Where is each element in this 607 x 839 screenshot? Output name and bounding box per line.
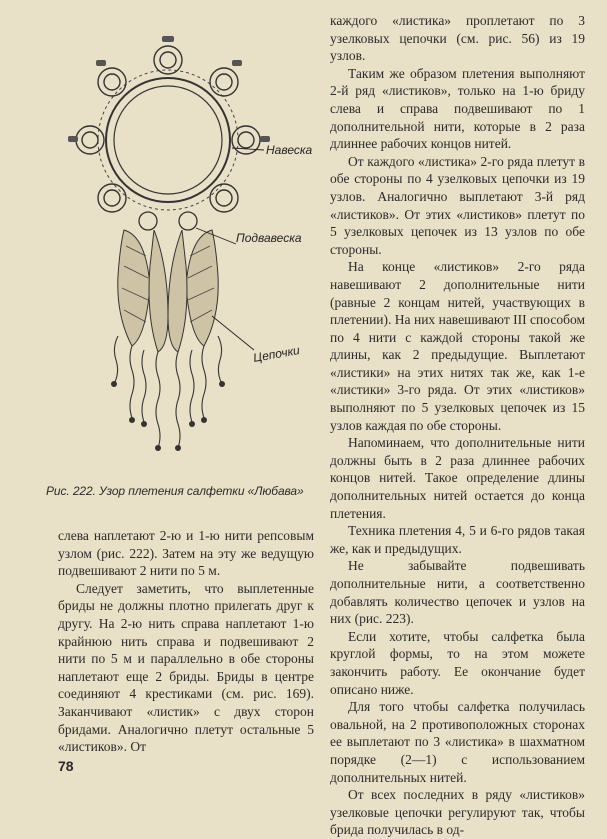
paragraph: Следует заметить, что выплетенные бриды не должны плотно прилегать друг к другу. На 2-ю нить справа наплетают 1-ю крайнюю нить справа и подвешивают 2 нити по 5 м и параллельно в обе стороны наплетают еще 2 бриды. Бриды в центре соединяют 4 крестиками (см. рис. 169). Заканчивают «листик» с двух сторон бридами. Аналогично плетут остальные 5 «листиков». От bbox=[58, 580, 314, 755]
label-podnaveska: Подвавеска bbox=[236, 231, 302, 245]
paragraph: Таким же образом плетения выполняют 2-й ряд «листиков», только на 1-ю бриду слева и справа подвешивают по 1 дополнительной нити, которые в 2 раза длиннее рабочих концов нитей. bbox=[330, 65, 585, 152]
paragraph: слева наплетают 2-ю и 1-ю нити репсовым узлом (рис. 222). Затем на эту же ведущую подвешивают 2 нити по 5 м. bbox=[58, 528, 314, 579]
right-column bbox=[330, 12, 585, 839]
macrame-illustration bbox=[46, 16, 314, 486]
label-tsepochki: Цепочки bbox=[252, 343, 301, 365]
paragraph: Напоминаем, что дополнительные нити должны быть в 2 раза длиннее рабочих концов нитей. Такое определение длины дополнительных нитей остается до конца плетения. bbox=[330, 435, 585, 521]
page-number: 78 bbox=[58, 758, 74, 774]
paragraph: Если хотите, чтобы салфетка была круглой формы, то на этом можете закончить работу. Ее окончание будет описано ниже. bbox=[330, 628, 585, 697]
paragraph: На конце «листиков» 2-го ряда навешивают 2 дополнительные нити (равные 2 концам нитей, участвующих в плетении). На них навешивают III способом по 4 нити с каждой стороны такой же длины, как 2 предыдущие. Выплетают «листики» на этих нитях так же, как 1-е «листики» 3-го ряда. От этих «листиков» выполняют по 5 узелковых цепочек из 15 узлов каждая по обе стороны. bbox=[330, 259, 585, 433]
label-naveska: Навеска bbox=[266, 143, 313, 157]
figure-caption: Рис. 222. Узор плетения салфетки «Любава» bbox=[46, 484, 304, 498]
paragraph: Не забывайте подвешивать дополнительные нити, а соответственно добавлять количество цепочек и узлов на них (рис. 223). bbox=[330, 558, 585, 627]
paragraph: Техника плетения 4, 5 и 6-го рядов такая же, как и предыдущих. bbox=[330, 523, 585, 556]
left-column bbox=[58, 527, 314, 756]
paragraph: От каждого «листика» 2-го ряда плетут в обе стороны по 4 узелковых цепочки из 19 узлов. Аналогично выплетают 3-й ряд «листиков». От этих «листиков» плетут по 5 узелковых цепочек из 13 узлов по обе стороны. bbox=[330, 153, 585, 257]
paragraph: Для того чтобы салфетка получилась овальной, на 2 противоположных сторонах ее выплетают по 3 «листика» в шахматном порядке (2—1) с использованием дополнительных нитей. bbox=[330, 699, 585, 785]
paragraph: От всех последних в ряду «листиков» узелковые цепочки регулируют так, чтобы брида получилась в од- bbox=[330, 787, 585, 838]
paragraph: каждого «листика» проплетают по 3 узелковых цепочки (см. рис. 56) из 19 узлов. bbox=[330, 13, 585, 64]
